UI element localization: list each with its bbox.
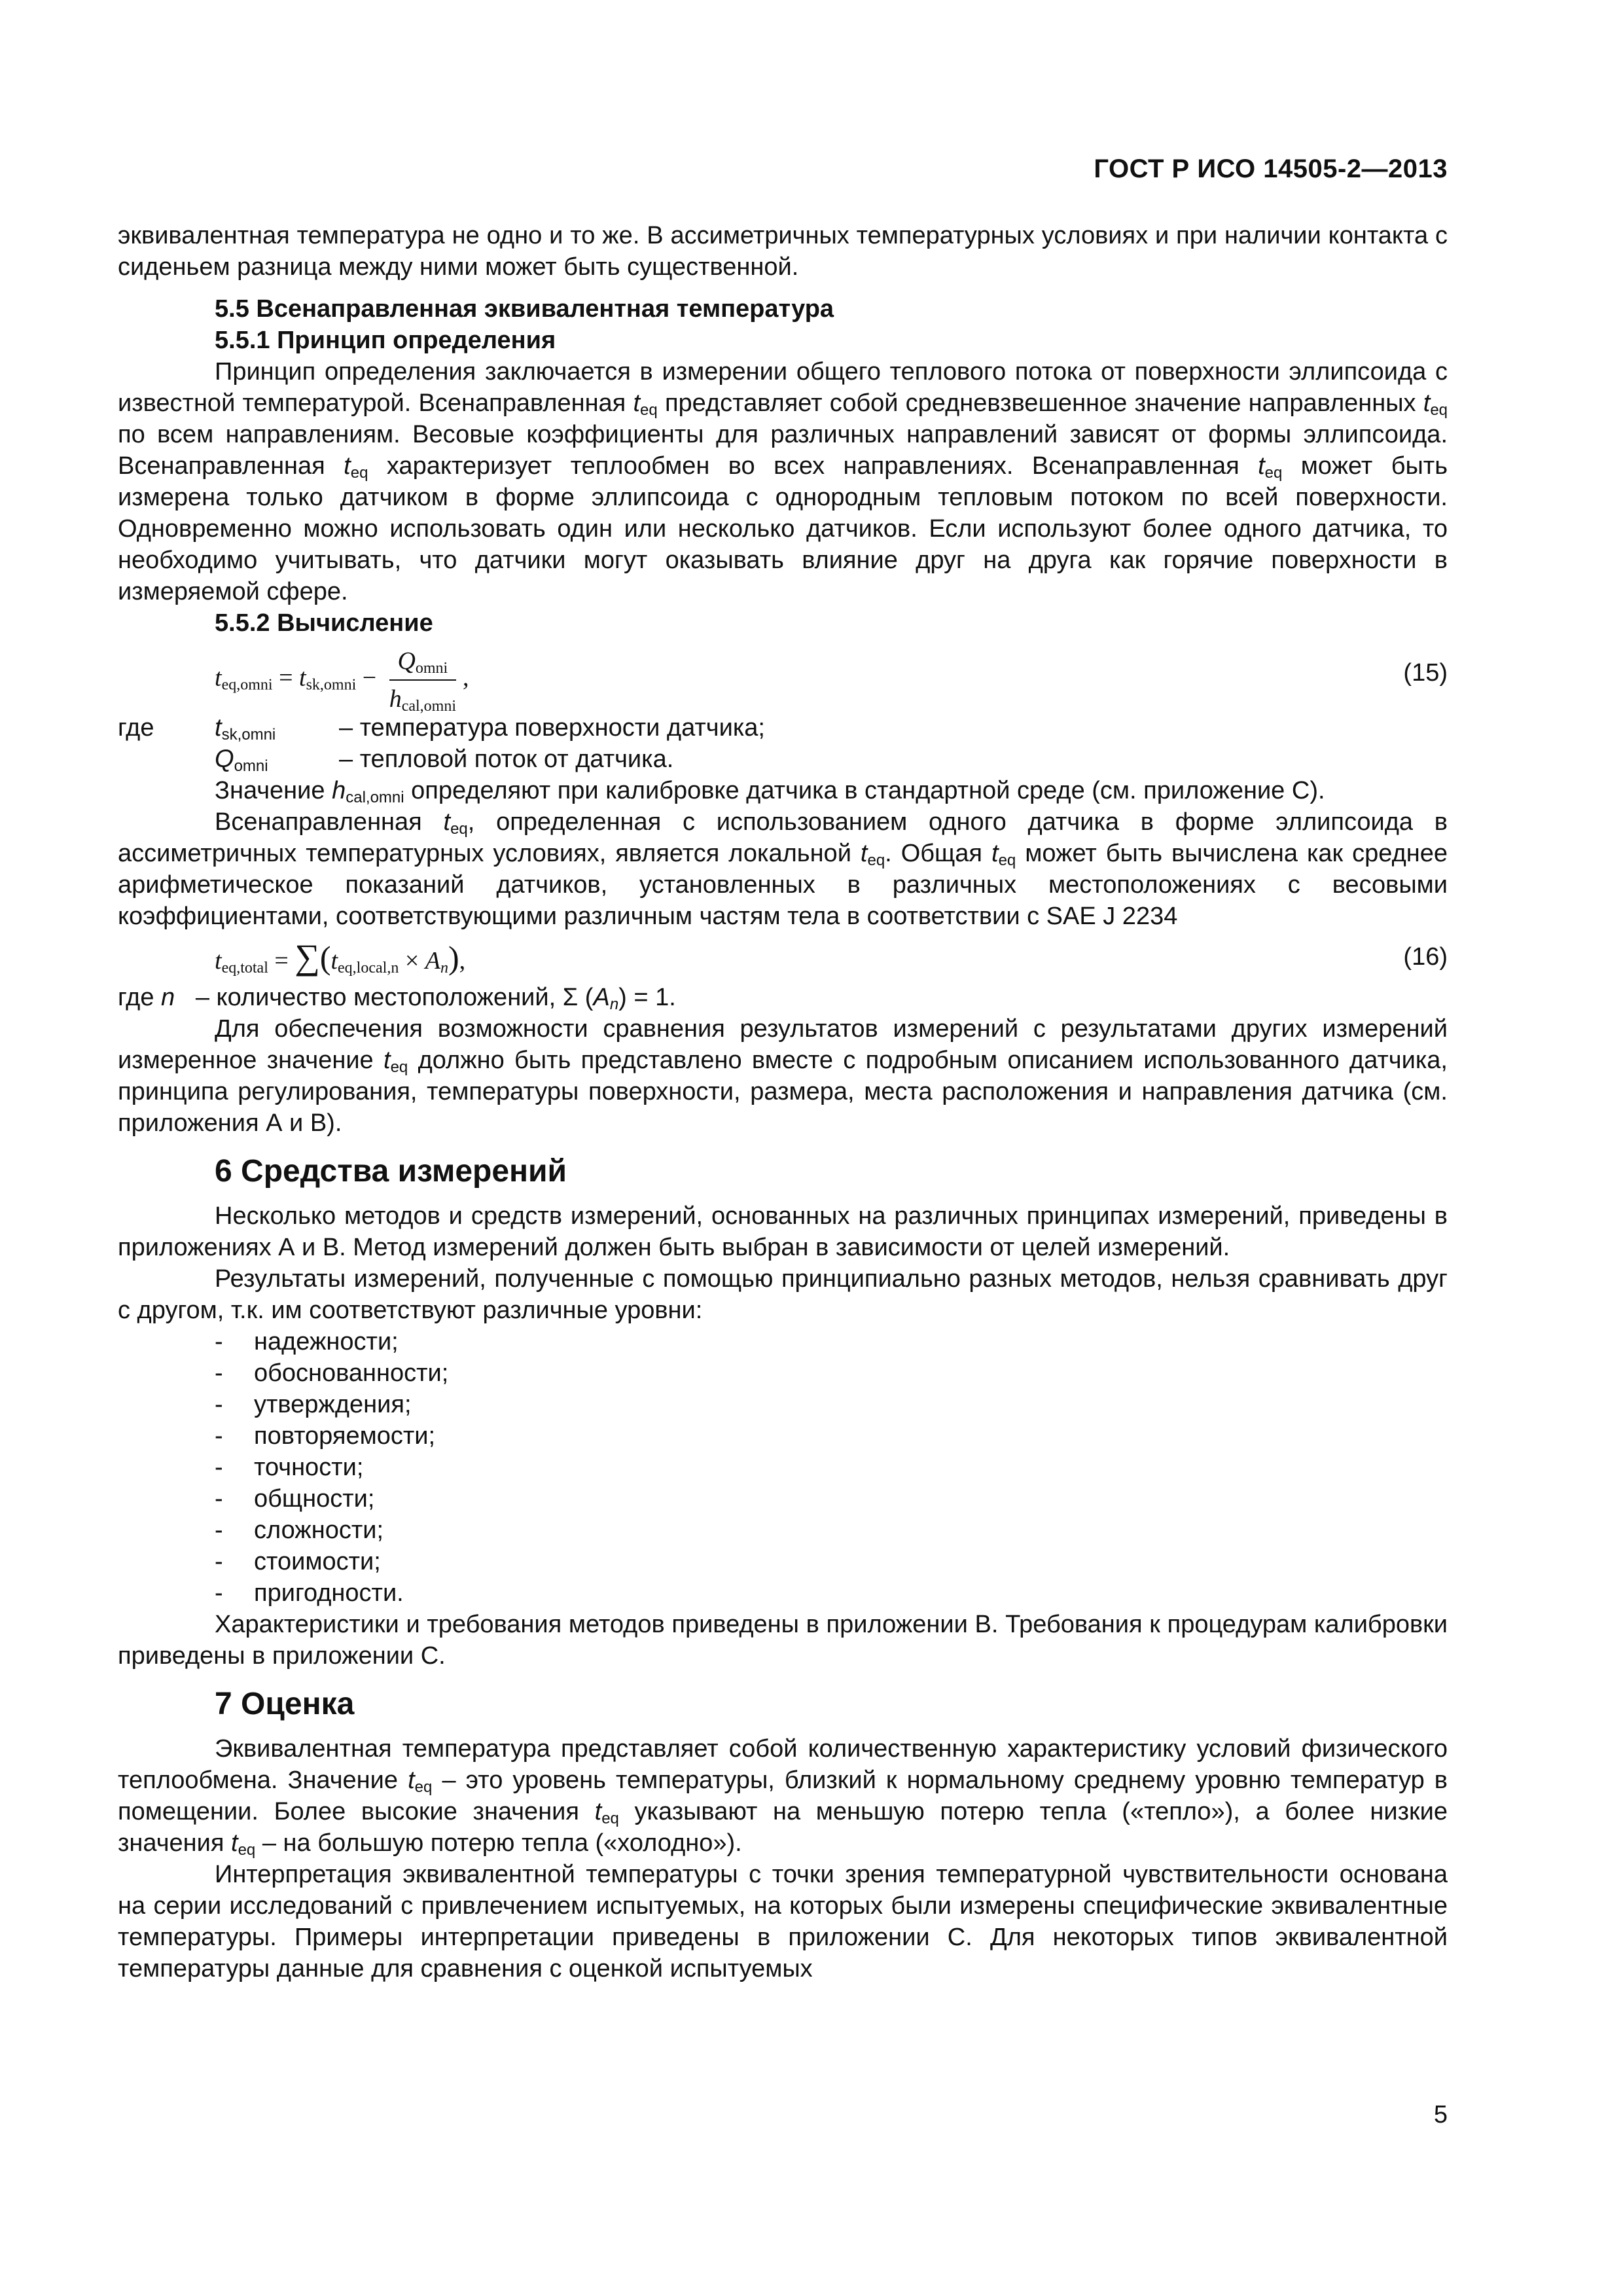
formula-15-number: (15) (1403, 659, 1448, 687)
list-item: - сложности; (215, 1516, 384, 1544)
list-item: - точности; (215, 1454, 364, 1481)
list-item: - утверждения; (215, 1391, 412, 1418)
where-block-16: где n – количество местоположений, Σ $(A_n) = 1$. (118, 984, 676, 1013)
section-5-5-2-title: 5.5.2 Вычисление (215, 609, 433, 637)
section-5-5-1-paragraph: Принцип определения заключается в измерении общего теплового потока от поверхности эллипсоида с известной температурой. Всенаправленная $t_{eq}$ представляет собой средневзвешенное значение направленных $t_{eq}$ по всем направлениям. Весовые коэффициенты для различных направлений зависят от формы эллипсоида. Всенаправленная $t_{eq}$ характеризует теплообмен во всех направлениях. Всенаправленная $t_{eq}$ может быть измерена только датчиком в форме эллипсоида с однородным тепловым потоком по всей поверхности. Одновременно можно использовать один или несколько датчиков. Если используют более одного датчика, то необходимо учитывать, что датчики могут оказывать влияние друг на друга как горячие поверхности в измеряемой сфере. (118, 358, 1448, 605)
list-item: - стоимости; (215, 1548, 381, 1575)
section-7-title: 7 Оценка (215, 1687, 355, 1721)
list-item: - общности; (215, 1485, 375, 1513)
document-header: ГОСТ Р ИСО 14505-2—2013 (1094, 154, 1448, 183)
where-block-15: где $t_{sk,omni}$ – температура поверхности датчика; $Q_{omni}$ – тепловой поток от датчика. (118, 714, 765, 775)
formula-15: $t_{eq,omni} = t_{sk,omni}$ − $\frac{Q_{omni}}{h_{cal,omni}}$ , (15) (118, 643, 1448, 708)
section-6-paragraph-3: Характеристики и требования методов приведены в приложении В. Требования к процедурам калибровки приведены в приложении С. (118, 1611, 1448, 1670)
section-6-title: 6 Средства измерений (215, 1154, 567, 1189)
list-item: - повторяемости; (215, 1422, 436, 1450)
section-5-5-title: 5.5 Всенаправленная эквивалентная температура (215, 295, 834, 323)
section-7-paragraph-1: Эквивалентная температура представляет собой количественную характеристику условий физического теплообмена. Значение $t_{eq}$ – это уровень температуры, близкий к нормальному среднему уровню температур в помещении. Более высокие значения $t_{eq}$ указывают на меньшую потерю тепла («тепло»), а более низкие значения $t_{eq}$ – на большую потерю тепла («холодно»). (118, 1735, 1448, 1859)
section-5-5-1-title: 5.5.1 Принцип определения (215, 327, 556, 354)
document-body (118, 220, 1448, 1984)
omni-paragraph: Всенаправленная $t_{eq}$, определенная с использованием одного датчика в форме эллипсоида в ассиметричных температурных условиях, является локальной $t_{eq}$. Общая $t_{eq}$ может быть вычислена как среднее арифметическое показаний датчиков, установленных в различных местоположениях с весовыми коэффициентами, соответствующими различным частям тела в соответствии с SAE J 2234 (118, 808, 1448, 930)
formula-16-number: (16) (1403, 943, 1448, 971)
calibration-paragraph: Значение $h_{cal,omni}$ определяют при калибровке датчика в стандартной среде (см. приложение С). (215, 777, 1325, 806)
levels-list (118, 1326, 1448, 1609)
page-number: 5 (1433, 2101, 1448, 2128)
section-7-paragraph-2: Интерпретация эквивалентной температуры с точки зрения температурной чувствительности основана на серии исследований с привлечением испытуемых, на которых были измерены специфические эквивалентные температуры. Примеры интерпретации приведены в приложении С. Для некоторых типов эквивалентной температуры данные для сравнения с оценкой испытуемых (118, 1861, 1448, 1982)
section-6-paragraph-2: Результаты измерений, полученные с помощью принципиально разных методов, нельзя сравнивать друг с другом, т.к. им соответствуют различные уровни: (118, 1265, 1448, 1324)
list-item: - пригодности. (215, 1579, 404, 1607)
intro-paragraph: эквивалентная температура не одно и то же. В ассиметричных температурных условиях и при наличии контакта с сиденьем разница между ними может быть существенной. (118, 222, 1448, 281)
formula-16: $t_{eq,total} = \sum(t_{eq,local,n} \times A_n)$, (16) (215, 937, 1448, 977)
list-item: - обоснованности; (215, 1359, 449, 1387)
list-item: - надежности; (215, 1328, 399, 1355)
section-6-paragraph-1: Несколько методов и средств измерений, основанных на различных принципах измерений, приведены в приложениях А и В. Метод измерений должен быть выбран в зависимости от целей измерений. (118, 1202, 1448, 1261)
comparison-paragraph: Для обеспечения возможности сравнения результатов измерений с результатами других измерений измеренное значение $t_{eq}$ должно быть представлено вместе с подробным описанием использованного датчика, принципа регулирования, температуры поверхности, размера, места расположения и направления датчика (см. приложения А и В). (118, 1015, 1448, 1137)
